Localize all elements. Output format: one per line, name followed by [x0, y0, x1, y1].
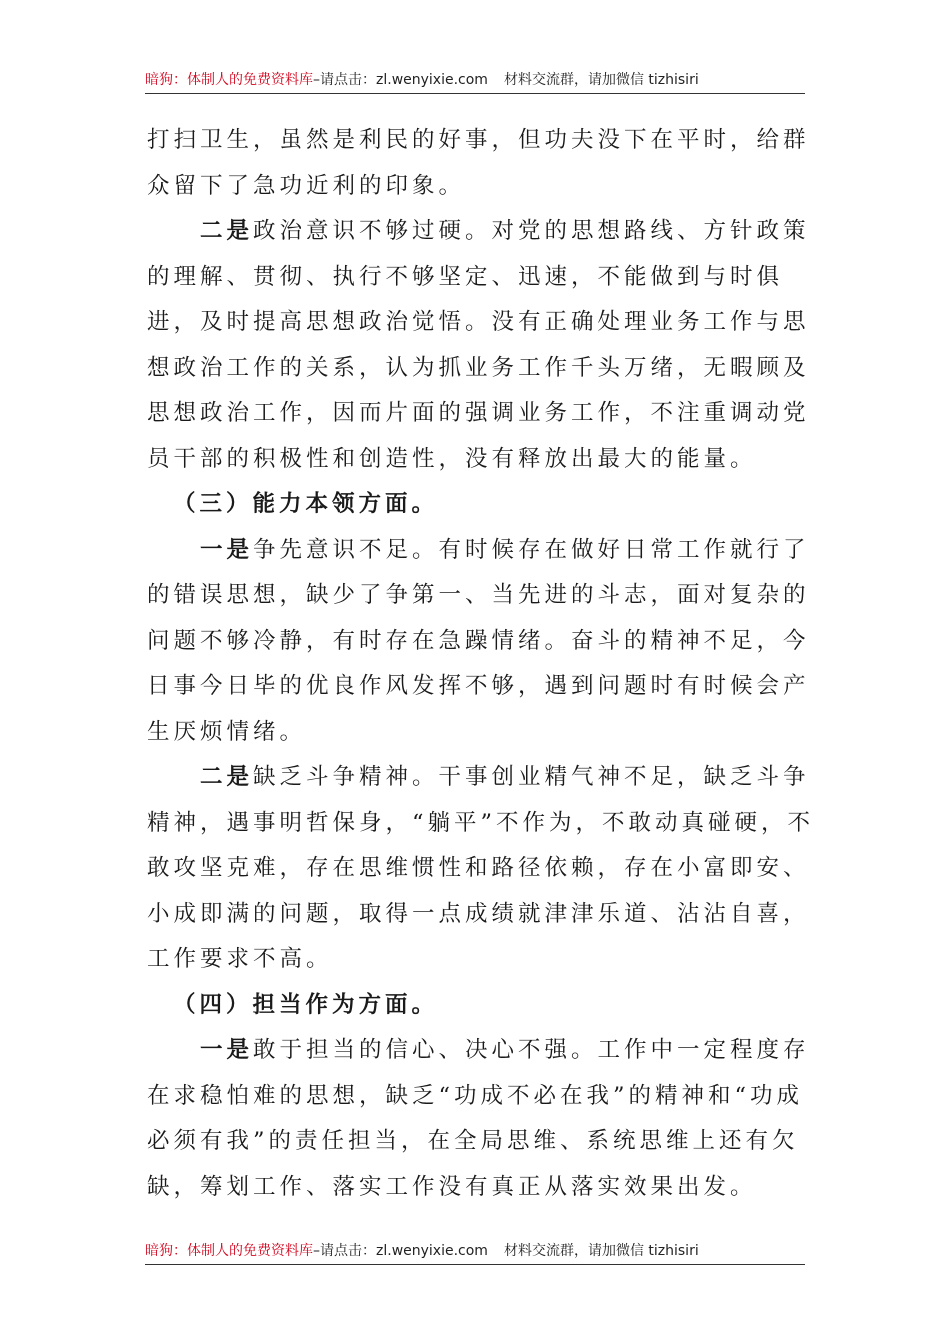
header-group-info: 材料交流群，请加微信 tizhisiri	[503, 72, 699, 88]
page-footer	[145, 1239, 805, 1263]
document-body	[147, 118, 817, 1210]
section-heading-responsibility: （四）担当作为方面。	[173, 991, 439, 1018]
section-heading-ability: （三）能力本领方面。	[173, 491, 439, 517]
footer-brand: 暗狗：体制人的免费资料库	[145, 1243, 313, 1259]
header-brand: 暗狗：体制人的免费资料库	[145, 72, 313, 88]
paragraph-continuation: 打扫卫生，虽然是利民的好事，但功夫没下在平时，给群众留下了急功近利的印象。	[147, 127, 810, 199]
paragraph-competitive-spirit: 一是争先意识不足。有时候存在做好日常工作就行了的错误思想，缺少了争第一、当先进的斗志，面对复杂的问题不够冷静，有时存在急躁情绪。奋斗的精神不足，今日事今日毕的优良作风发挥不够，遇到问题时有时候会产生厌烦情绪。	[147, 536, 810, 745]
footer-group-info: 材料交流群，请加微信 tizhisiri	[503, 1243, 699, 1259]
footer-prompt: –请点击：	[313, 1243, 376, 1259]
page-header	[145, 68, 805, 92]
paragraph-lead: 二是	[200, 218, 254, 244]
paragraph-fighting-spirit: 二是缺乏斗争精神。干事创业精气神不足，缺乏斗争精神，遇事明哲保身，“躺平”不作为，不敢动真碰硬，不敢攻坚克难，存在思维惯性和路径依赖，存在小富即安、小成即满的问题，取得一点成绩就津津乐道、沾沾自喜，工作要求不高。	[147, 764, 815, 972]
paragraph-political-awareness: 二是政治意识不够过硬。对党的思想路线、方针政策的理解、贯彻、执行不够坚定、迅速，不能做到与时俱进，及时提高思想政治觉悟。没有正确处理业务工作与思想政治工作的关系，认为抓业务工作千头万绪，无暇顾及思想政治工作，因而片面的强调业务工作，不注重调动党员干部的积极性和创造性，没有释放出最大的能量。	[147, 218, 810, 472]
header-divider	[145, 93, 805, 94]
paragraph-responsibility-confidence: 一是敢于担当的信心、决心不强。工作中一定程度存在求稳怕难的思想，缺乏“功成不必在我”的精神和“功成必须有我”的责任担当，在全局思维、系统思维上还有欠缺，筹划工作、落实工作没有真正从落实效果出发。	[147, 1037, 810, 1200]
paragraph-lead: 二是	[200, 764, 254, 790]
header-url-link[interactable]: zl.wenyixie.com	[376, 72, 488, 88]
footer-divider	[145, 1264, 805, 1265]
header-prompt: –请点击：	[313, 72, 376, 88]
paragraph-lead: 一是	[200, 1037, 254, 1063]
footer-url-link[interactable]: zl.wenyixie.com	[376, 1243, 488, 1259]
paragraph-lead: 一是	[200, 536, 254, 563]
